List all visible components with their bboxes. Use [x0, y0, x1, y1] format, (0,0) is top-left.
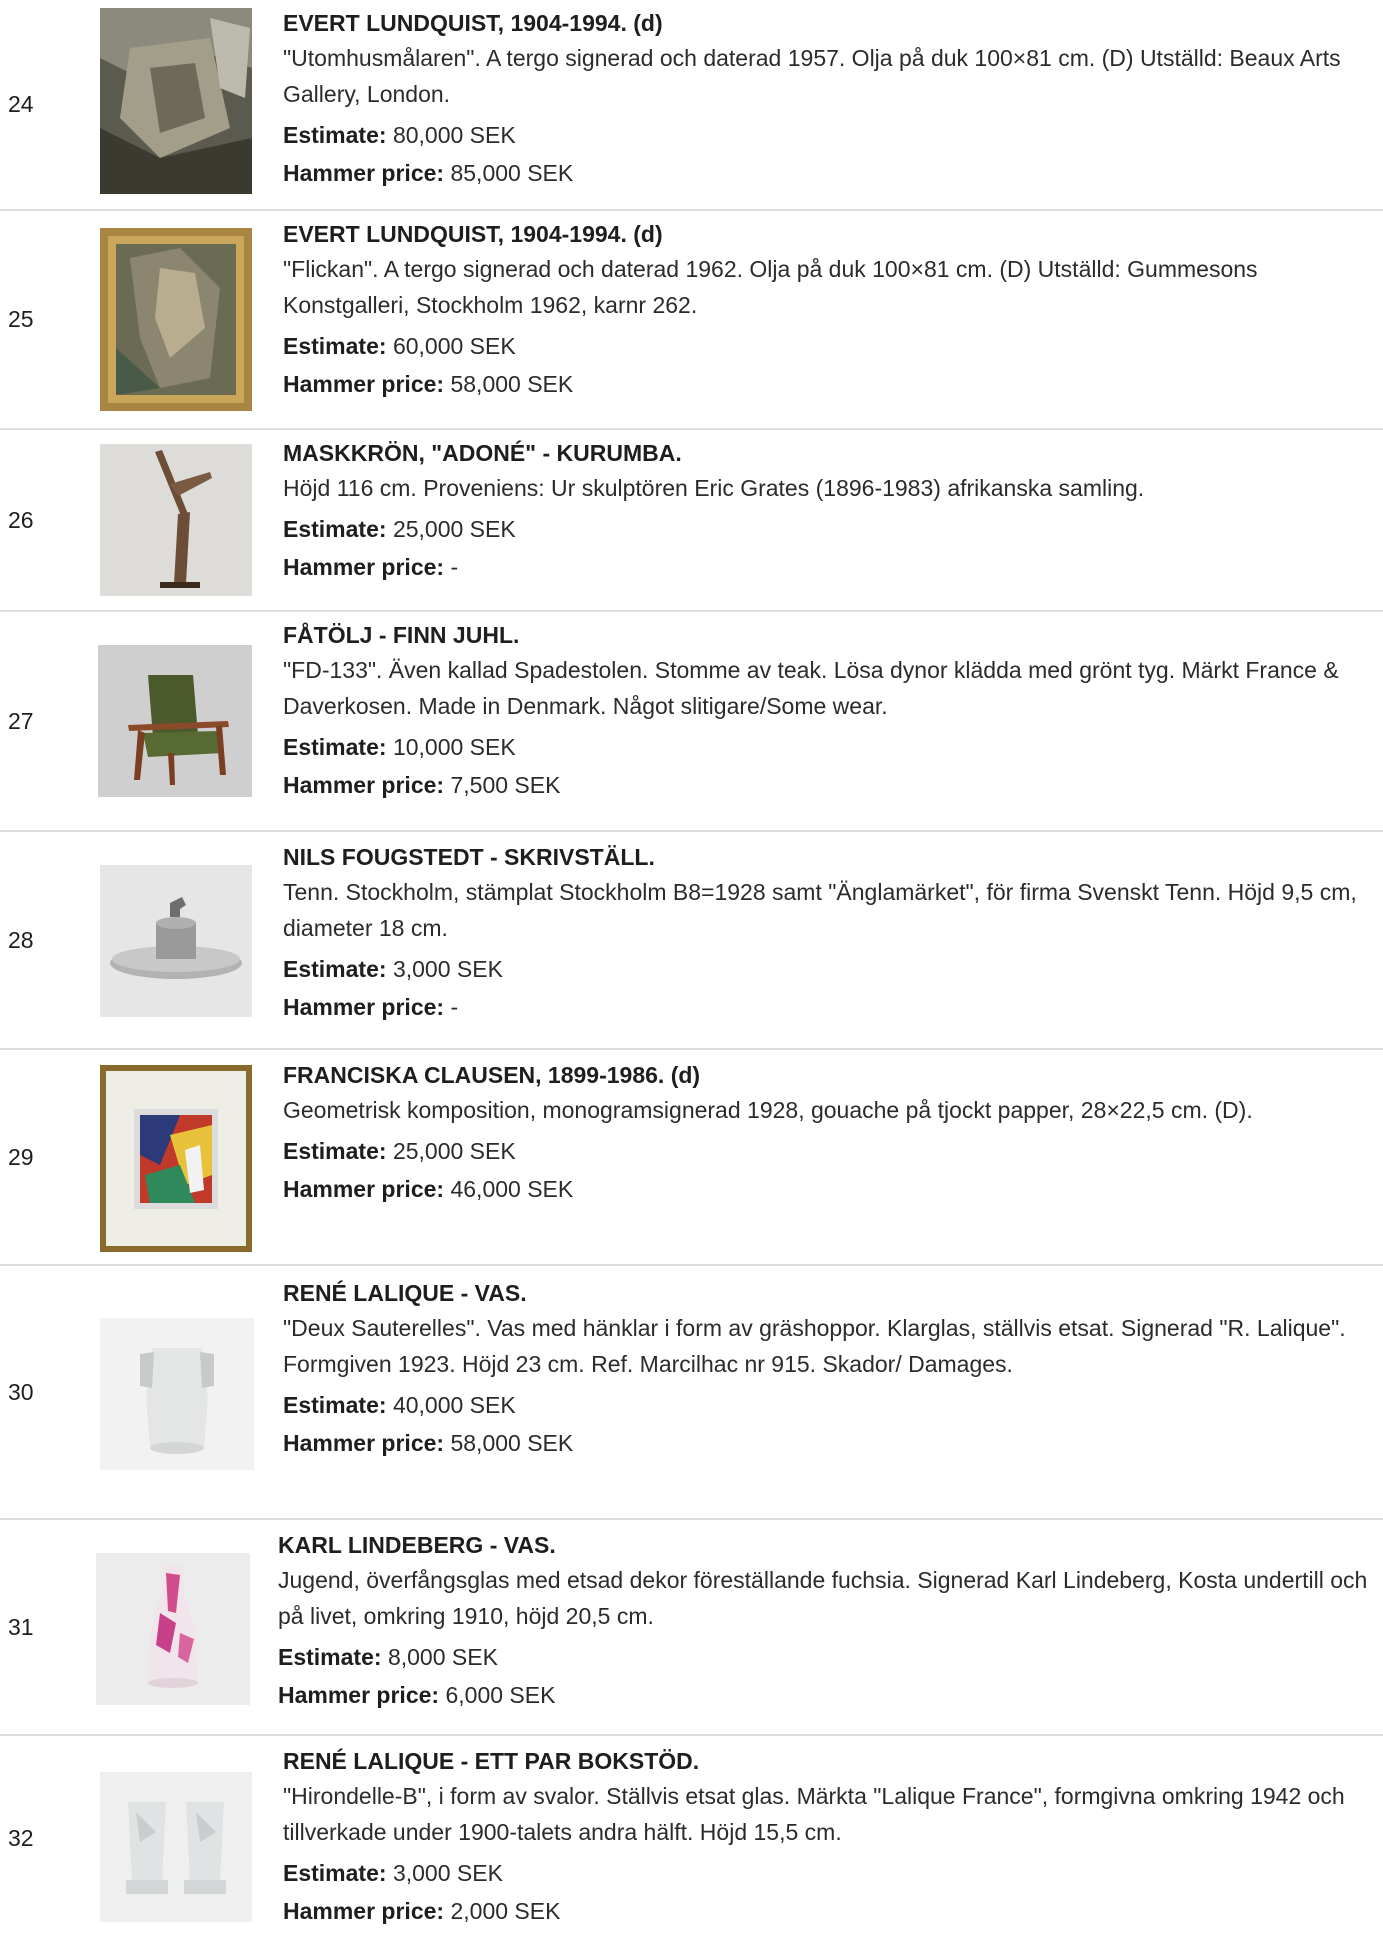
lot-item[interactable]	[0, 430, 1383, 610]
lot-image[interactable]	[96, 1553, 250, 1705]
lot-description: Jugend, överfångsglas med etsad dekor föreställande fuchsia. Signerad Karl Lindeberg, Kosta undertill och på livet, omkring 1910, höjd 20,5 cm.	[278, 1567, 1368, 1629]
estimate-row	[283, 954, 1383, 984]
estimate-label: Estimate:	[283, 333, 387, 359]
lot-image[interactable]	[100, 228, 252, 411]
lot-number: 32	[8, 1825, 34, 1851]
lot-item[interactable]	[0, 211, 1383, 428]
hammer-value: 85,000 SEK	[450, 160, 574, 186]
estimate-value: 60,000 SEK	[392, 333, 516, 359]
estimate-value: 10,000 SEK	[392, 734, 516, 760]
estimate-row	[283, 514, 1383, 544]
hammer-label: Hammer price:	[283, 160, 445, 186]
lot-item[interactable]	[0, 1050, 1383, 1264]
hammer-row	[283, 1896, 1383, 1926]
lot-description: "Flickan". A tergo signerad och daterad 1962. Olja på duk 100×81 cm. (D) Utställd: Gummesons Konstgalleri, Stockholm 1962, karnr 262.	[283, 256, 1258, 318]
estimate-value: 25,000 SEK	[392, 516, 516, 542]
estimate-row	[283, 331, 1383, 361]
lot-image[interactable]	[100, 865, 252, 1017]
hammer-row	[283, 770, 1383, 800]
estimate-label: Estimate:	[278, 1644, 382, 1670]
estimate-label: Estimate:	[283, 956, 387, 982]
hammer-label: Hammer price:	[283, 1898, 445, 1924]
hammer-label: Hammer price:	[283, 1176, 445, 1202]
estimate-row	[283, 1136, 1383, 1166]
lot-description: "Utomhusmålaren". A tergo signerad och daterad 1957. Olja på duk 100×81 cm. (D) Utställd: Beaux Arts Gallery, London.	[283, 45, 1341, 107]
hammer-label: Hammer price:	[278, 1682, 440, 1708]
lot-description: Tenn. Stockholm, stämplat Stockholm B8=1928 samt "Änglamärket", för firma Svenskt Tenn. Höjd 9,5 cm, diameter 18 cm.	[283, 879, 1357, 941]
estimate-value: 8,000 SEK	[387, 1644, 498, 1670]
estimate-label: Estimate:	[283, 1138, 387, 1164]
hammer-row	[283, 369, 1383, 399]
lot-image[interactable]	[98, 645, 252, 797]
estimate-row	[283, 1858, 1383, 1888]
lot-title[interactable]: FRANCISKA CLAUSEN, 1899-1986. (d)	[283, 1062, 701, 1088]
lot-image[interactable]	[100, 1065, 252, 1252]
hammer-row	[283, 552, 1383, 582]
estimate-row	[283, 1390, 1383, 1420]
hammer-value: 58,000 SEK	[450, 371, 574, 397]
hammer-label: Hammer price:	[283, 1430, 445, 1456]
lot-item[interactable]	[0, 1520, 1383, 1734]
estimate-label: Estimate:	[283, 122, 387, 148]
lot-description: Höjd 116 cm. Proveniens: Ur skulptören Eric Grates (1896-1983) afrikanska samling.	[283, 475, 1145, 501]
estimate-value: 80,000 SEK	[392, 122, 516, 148]
hammer-row	[283, 1428, 1383, 1458]
lot-number: 31	[8, 1613, 34, 1640]
estimate-label: Estimate:	[283, 1860, 387, 1886]
lot-description: "Hirondelle-B", i form av svalor. Ställvis etsat glas. Märkta "Lalique France", formgivna omkring 1942 och tillverkade under 1900-talets andra hälft. Höjd 15,5 cm.	[283, 1783, 1345, 1845]
estimate-value: 3,000 SEK	[392, 956, 503, 982]
lot-title[interactable]: EVERT LUNDQUIST, 1904-1994. (d)	[283, 221, 663, 247]
hammer-label: Hammer price:	[283, 554, 445, 580]
lot-item[interactable]	[0, 1736, 1383, 1941]
hammer-row	[278, 1680, 1383, 1710]
hammer-value: -	[450, 994, 459, 1020]
hammer-label: Hammer price:	[283, 994, 445, 1020]
estimate-label: Estimate:	[283, 516, 387, 542]
lot-image[interactable]	[100, 1772, 252, 1922]
estimate-value: 25,000 SEK	[392, 1138, 516, 1164]
lot-number: 29	[8, 1143, 34, 1170]
lot-number: 28	[8, 926, 34, 953]
lot-title[interactable]: EVERT LUNDQUIST, 1904-1994. (d)	[283, 10, 663, 36]
lot-description: "Deux Sauterelles". Vas med hänklar i form av gräshoppor. Klarglas, ställvis etsat. Signerad "R. Lalique". Formgiven 1923. Höjd 23 cm. Ref. Marcilhac nr 915. Skador/ Damages.	[283, 1315, 1346, 1377]
hammer-value: 46,000 SEK	[450, 1176, 574, 1202]
estimate-value: 3,000 SEK	[392, 1860, 503, 1886]
lot-image[interactable]	[100, 8, 252, 194]
estimate-label: Estimate:	[283, 1392, 387, 1418]
lot-image[interactable]	[100, 444, 252, 596]
hammer-label: Hammer price:	[283, 371, 445, 397]
hammer-value: 7,500 SEK	[450, 772, 561, 798]
lot-item[interactable]	[0, 832, 1383, 1048]
lot-number: 24	[8, 90, 34, 117]
lot-image[interactable]	[100, 1318, 254, 1470]
lot-item[interactable]	[0, 0, 1383, 208]
hammer-value: 58,000 SEK	[450, 1430, 574, 1456]
lot-number: 30	[8, 1378, 34, 1405]
lot-description: Geometrisk komposition, monogramsignerad 1928, gouache på tjockt papper, 28×22,5 cm. (D).	[283, 1097, 1253, 1123]
lot-title[interactable]: MASKKRÖN, "ADONÉ" - KURUMBA.	[283, 440, 682, 466]
lot-title[interactable]: RENÉ LALIQUE - VAS.	[283, 1280, 527, 1306]
hammer-value: 6,000 SEK	[445, 1682, 556, 1708]
estimate-row	[278, 1642, 1383, 1672]
estimate-row	[283, 120, 1383, 150]
lot-number: 25	[8, 306, 34, 332]
lot-description: "FD-133". Även kallad Spadestolen. Stomme av teak. Lösa dynor klädda med grönt tyg. Märkt France & Daverkosen. Made in Denmark. Något slitigare/Some wear.	[283, 657, 1339, 719]
hammer-row	[283, 992, 1383, 1022]
lot-item[interactable]	[0, 1266, 1383, 1518]
lot-title[interactable]: RENÉ LALIQUE - ETT PAR BOKSTÖD.	[283, 1748, 700, 1774]
lot-item[interactable]	[0, 612, 1383, 830]
hammer-value: 2,000 SEK	[450, 1898, 561, 1924]
hammer-label: Hammer price:	[283, 772, 445, 798]
lot-title[interactable]: NILS FOUGSTEDT - SKRIVSTÄLL.	[283, 844, 655, 870]
estimate-value: 40,000 SEK	[392, 1392, 516, 1418]
hammer-value: -	[450, 554, 459, 580]
hammer-row	[283, 1174, 1383, 1204]
estimate-label: Estimate:	[283, 734, 387, 760]
lot-title[interactable]: KARL LINDEBERG - VAS.	[278, 1532, 556, 1558]
hammer-row	[283, 158, 1383, 188]
estimate-row	[283, 732, 1383, 762]
lot-number: 27	[8, 707, 34, 734]
lot-title[interactable]: FÅTÖLJ - FINN JUHL.	[283, 622, 520, 648]
lot-number: 26	[8, 506, 34, 533]
